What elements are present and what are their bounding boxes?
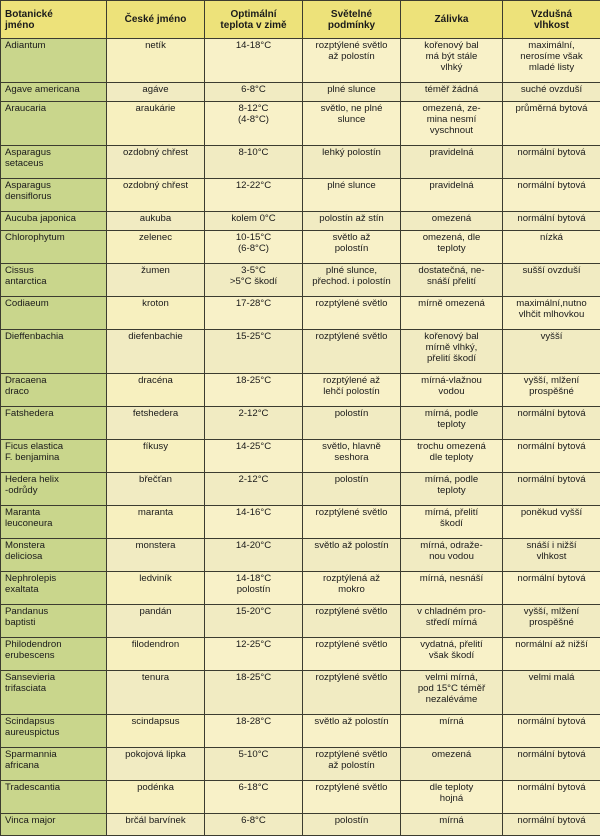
cell-winter-temperature: 6-8°C bbox=[205, 814, 303, 836]
table-row bbox=[1, 146, 600, 179]
cell-czech-name: fíkusy bbox=[107, 440, 205, 473]
cell-czech-name: maranta bbox=[107, 506, 205, 539]
cell-air-humidity: normální bytová bbox=[503, 212, 600, 231]
cell-watering: pravidelná bbox=[401, 179, 503, 212]
cell-czech-name: ozdobný chřest bbox=[107, 179, 205, 212]
cell-czech-name: filodendron bbox=[107, 638, 205, 671]
cell-watering: mírná, nesnáší bbox=[401, 572, 503, 605]
cell-air-humidity: vyšší, mlžení prospěšné bbox=[503, 374, 600, 407]
cell-winter-temperature: 15-20°C bbox=[205, 605, 303, 638]
cell-winter-temperature: 14-18°C bbox=[205, 39, 303, 83]
header-air-humidity: Vzdušná vlhkost bbox=[503, 1, 600, 39]
cell-light-conditions: světlo, hlavně seshora bbox=[303, 440, 401, 473]
cell-watering: velmi mírná, pod 15°C téměř nezaléváme bbox=[401, 671, 503, 715]
cell-air-humidity: normální bytová bbox=[503, 407, 600, 440]
cell-watering: omezená bbox=[401, 212, 503, 231]
cell-air-humidity: nízká bbox=[503, 231, 600, 264]
table-row bbox=[1, 748, 600, 781]
cell-winter-temperature: 12-22°C bbox=[205, 179, 303, 212]
cell-winter-temperature: 6-18°C bbox=[205, 781, 303, 814]
cell-botanical-name: Maranta leuconeura bbox=[1, 506, 107, 539]
cell-czech-name: podénka bbox=[107, 781, 205, 814]
cell-watering: pravidelná bbox=[401, 146, 503, 179]
table-row bbox=[1, 179, 600, 212]
cell-winter-temperature: 10-15°C (6-8°C) bbox=[205, 231, 303, 264]
cell-botanical-name: Philodendron erubescens bbox=[1, 638, 107, 671]
cell-winter-temperature: 14-18°C polostín bbox=[205, 572, 303, 605]
cell-air-humidity: normální až nižší bbox=[503, 638, 600, 671]
cell-air-humidity: poněkud vyšší bbox=[503, 506, 600, 539]
cell-light-conditions: světlo, ne plné slunce bbox=[303, 102, 401, 146]
cell-air-humidity: normální bytová bbox=[503, 473, 600, 506]
cell-watering: mírná-vlažnou vodou bbox=[401, 374, 503, 407]
table-body bbox=[1, 39, 600, 836]
cell-botanical-name: Monstera deliciosa bbox=[1, 539, 107, 572]
cell-watering: omezená bbox=[401, 748, 503, 781]
table-row bbox=[1, 231, 600, 264]
cell-light-conditions: rozptýlené světlo bbox=[303, 671, 401, 715]
cell-winter-temperature: 14-25°C bbox=[205, 440, 303, 473]
cell-czech-name: žumen bbox=[107, 264, 205, 297]
cell-air-humidity: maximální,nutno vlhčit mlhovkou bbox=[503, 297, 600, 330]
cell-air-humidity: normální bytová bbox=[503, 748, 600, 781]
cell-botanical-name: Asparagus densiflorus bbox=[1, 179, 107, 212]
cell-botanical-name: Scindapsus aureuspictus bbox=[1, 715, 107, 748]
cell-botanical-name: Sansevieria trifasciata bbox=[1, 671, 107, 715]
cell-watering: mírná bbox=[401, 814, 503, 836]
cell-czech-name: ozdobný chřest bbox=[107, 146, 205, 179]
table-row bbox=[1, 605, 600, 638]
cell-air-humidity: normální bytová bbox=[503, 715, 600, 748]
cell-light-conditions: rozptýlené světlo bbox=[303, 330, 401, 374]
cell-air-humidity: vyšší bbox=[503, 330, 600, 374]
cell-watering: omezená, ze- mina nesmí vyschnout bbox=[401, 102, 503, 146]
cell-watering: mírná, podle teploty bbox=[401, 473, 503, 506]
cell-watering: omezená, dle teploty bbox=[401, 231, 503, 264]
table-row bbox=[1, 638, 600, 671]
cell-air-humidity: vyšší, mlžení prospěšné bbox=[503, 605, 600, 638]
cell-winter-temperature: 18-25°C bbox=[205, 671, 303, 715]
cell-czech-name: brčál barvínek bbox=[107, 814, 205, 836]
cell-winter-temperature: 5-10°C bbox=[205, 748, 303, 781]
cell-air-humidity: maximální, nerosíme však mladé listy bbox=[503, 39, 600, 83]
header-czech-name: České jméno bbox=[107, 1, 205, 39]
table-row bbox=[1, 781, 600, 814]
cell-light-conditions: rozptýlené světlo bbox=[303, 605, 401, 638]
cell-watering: kořenový bal mírně vlhký, přelití škodí bbox=[401, 330, 503, 374]
cell-air-humidity: normální bytová bbox=[503, 179, 600, 212]
cell-botanical-name: Chlorophytum bbox=[1, 231, 107, 264]
header-winter-temperature: Optimální teplota v zimě bbox=[205, 1, 303, 39]
cell-botanical-name: Dieffenbachia bbox=[1, 330, 107, 374]
cell-winter-temperature: 2-12°C bbox=[205, 473, 303, 506]
cell-botanical-name: Pandanus baptisti bbox=[1, 605, 107, 638]
cell-winter-temperature: 3-5°C >5°C škodí bbox=[205, 264, 303, 297]
table-row bbox=[1, 297, 600, 330]
cell-light-conditions: plné slunce bbox=[303, 83, 401, 102]
table-row bbox=[1, 506, 600, 539]
cell-winter-temperature: 14-20°C bbox=[205, 539, 303, 572]
cell-winter-temperature: 15-25°C bbox=[205, 330, 303, 374]
cell-light-conditions: rozptýlené až lehčí polostín bbox=[303, 374, 401, 407]
cell-czech-name: dracéna bbox=[107, 374, 205, 407]
cell-light-conditions: polostín až stín bbox=[303, 212, 401, 231]
table-row bbox=[1, 264, 600, 297]
cell-watering: dostatečná, ne- snáší přelití bbox=[401, 264, 503, 297]
cell-botanical-name: Sparmannia africana bbox=[1, 748, 107, 781]
table-row bbox=[1, 83, 600, 102]
cell-air-humidity: snáší i nižší vlhkost bbox=[503, 539, 600, 572]
cell-air-humidity: normální bytová bbox=[503, 146, 600, 179]
cell-watering: trochu omezená dle teploty bbox=[401, 440, 503, 473]
cell-czech-name: netík bbox=[107, 39, 205, 83]
table-row bbox=[1, 539, 600, 572]
cell-watering: téměř žádná bbox=[401, 83, 503, 102]
table-header bbox=[1, 1, 600, 39]
table-row bbox=[1, 473, 600, 506]
cell-air-humidity: suché ovzduší bbox=[503, 83, 600, 102]
cell-watering: mírná bbox=[401, 715, 503, 748]
cell-czech-name: břečťan bbox=[107, 473, 205, 506]
header-botanical-name: Botanické jméno bbox=[1, 1, 107, 39]
cell-czech-name: aukuba bbox=[107, 212, 205, 231]
cell-botanical-name: Agave americana bbox=[1, 83, 107, 102]
cell-czech-name: agáve bbox=[107, 83, 205, 102]
cell-light-conditions: rozptýlené světlo bbox=[303, 297, 401, 330]
cell-winter-temperature: 18-28°C bbox=[205, 715, 303, 748]
cell-botanical-name: Cissus antarctica bbox=[1, 264, 107, 297]
cell-watering: mírně omezená bbox=[401, 297, 503, 330]
cell-air-humidity: normální bytová bbox=[503, 814, 600, 836]
cell-czech-name: araukárie bbox=[107, 102, 205, 146]
table-row bbox=[1, 212, 600, 231]
cell-botanical-name: Nephrolepis exaltata bbox=[1, 572, 107, 605]
cell-watering: kořenový bal má být stále vlhký bbox=[401, 39, 503, 83]
cell-air-humidity: průměrná bytová bbox=[503, 102, 600, 146]
cell-watering: mírná, přelití škodí bbox=[401, 506, 503, 539]
cell-botanical-name: Hedera helix -odrůdy bbox=[1, 473, 107, 506]
cell-botanical-name: Vinca major bbox=[1, 814, 107, 836]
cell-air-humidity: normální bytová bbox=[503, 440, 600, 473]
cell-light-conditions: rozptýlené světlo bbox=[303, 781, 401, 814]
cell-botanical-name: Dracaena draco bbox=[1, 374, 107, 407]
cell-air-humidity: normální bytová bbox=[503, 781, 600, 814]
cell-winter-temperature: 17-28°C bbox=[205, 297, 303, 330]
cell-winter-temperature: kolem 0°C bbox=[205, 212, 303, 231]
cell-czech-name: kroton bbox=[107, 297, 205, 330]
cell-light-conditions: lehký polostín bbox=[303, 146, 401, 179]
cell-winter-temperature: 2-12°C bbox=[205, 407, 303, 440]
cell-botanical-name: Ficus elastica F. benjamina bbox=[1, 440, 107, 473]
table-row bbox=[1, 39, 600, 83]
header-light-conditions: Světelné podmínky bbox=[303, 1, 401, 39]
header-watering: Zálivka bbox=[401, 1, 503, 39]
cell-light-conditions: polostín bbox=[303, 473, 401, 506]
cell-winter-temperature: 12-25°C bbox=[205, 638, 303, 671]
cell-winter-temperature: 18-25°C bbox=[205, 374, 303, 407]
cell-czech-name: pandán bbox=[107, 605, 205, 638]
table-row bbox=[1, 572, 600, 605]
cell-winter-temperature: 8-12°C (4-8°C) bbox=[205, 102, 303, 146]
cell-light-conditions: rozptýlené světlo bbox=[303, 638, 401, 671]
cell-watering: mírná, odraže- nou vodou bbox=[401, 539, 503, 572]
cell-botanical-name: Codiaeum bbox=[1, 297, 107, 330]
cell-botanical-name: Asparagus setaceus bbox=[1, 146, 107, 179]
cell-air-humidity: velmi malá bbox=[503, 671, 600, 715]
cell-watering: vydatná, přelití však škodí bbox=[401, 638, 503, 671]
cell-light-conditions: polostín bbox=[303, 814, 401, 836]
cell-light-conditions: světlo až polostín bbox=[303, 715, 401, 748]
cell-air-humidity: sušší ovzduší bbox=[503, 264, 600, 297]
cell-czech-name: pokojová lipka bbox=[107, 748, 205, 781]
table-row bbox=[1, 440, 600, 473]
cell-winter-temperature: 14-16°C bbox=[205, 506, 303, 539]
cell-czech-name: fetshedera bbox=[107, 407, 205, 440]
table-row bbox=[1, 671, 600, 715]
cell-light-conditions: plné slunce, přechod. i polostín bbox=[303, 264, 401, 297]
table-row bbox=[1, 407, 600, 440]
cell-light-conditions: světlo až polostín bbox=[303, 539, 401, 572]
table-row bbox=[1, 102, 600, 146]
cell-light-conditions: rozptýlené světlo bbox=[303, 506, 401, 539]
cell-czech-name: ledviník bbox=[107, 572, 205, 605]
cell-winter-temperature: 8-10°C bbox=[205, 146, 303, 179]
cell-light-conditions: polostín bbox=[303, 407, 401, 440]
cell-light-conditions: světlo až polostín bbox=[303, 231, 401, 264]
cell-light-conditions: rozptýlená až mokro bbox=[303, 572, 401, 605]
cell-air-humidity: normální bytová bbox=[503, 572, 600, 605]
table-row bbox=[1, 814, 600, 836]
cell-botanical-name: Adiantum bbox=[1, 39, 107, 83]
cell-light-conditions: rozptýlené světlo až polostín bbox=[303, 748, 401, 781]
header-row bbox=[1, 1, 600, 39]
cell-botanical-name: Tradescantia bbox=[1, 781, 107, 814]
table-row bbox=[1, 374, 600, 407]
cell-watering: dle teploty hojná bbox=[401, 781, 503, 814]
table-row bbox=[1, 715, 600, 748]
cell-czech-name: tenura bbox=[107, 671, 205, 715]
cell-watering: v chladném pro- středí mírná bbox=[401, 605, 503, 638]
cell-winter-temperature: 6-8°C bbox=[205, 83, 303, 102]
cell-czech-name: scindapsus bbox=[107, 715, 205, 748]
cell-light-conditions: rozptýlené světlo až polostín bbox=[303, 39, 401, 83]
cell-watering: mírná, podle teploty bbox=[401, 407, 503, 440]
cell-czech-name: monstera bbox=[107, 539, 205, 572]
cell-botanical-name: Fatshedera bbox=[1, 407, 107, 440]
table-row bbox=[1, 330, 600, 374]
cell-light-conditions: plné slunce bbox=[303, 179, 401, 212]
cell-czech-name: diefenbachie bbox=[107, 330, 205, 374]
cell-czech-name: zelenec bbox=[107, 231, 205, 264]
cell-botanical-name: Araucaria bbox=[1, 102, 107, 146]
cell-botanical-name: Aucuba japonica bbox=[1, 212, 107, 231]
